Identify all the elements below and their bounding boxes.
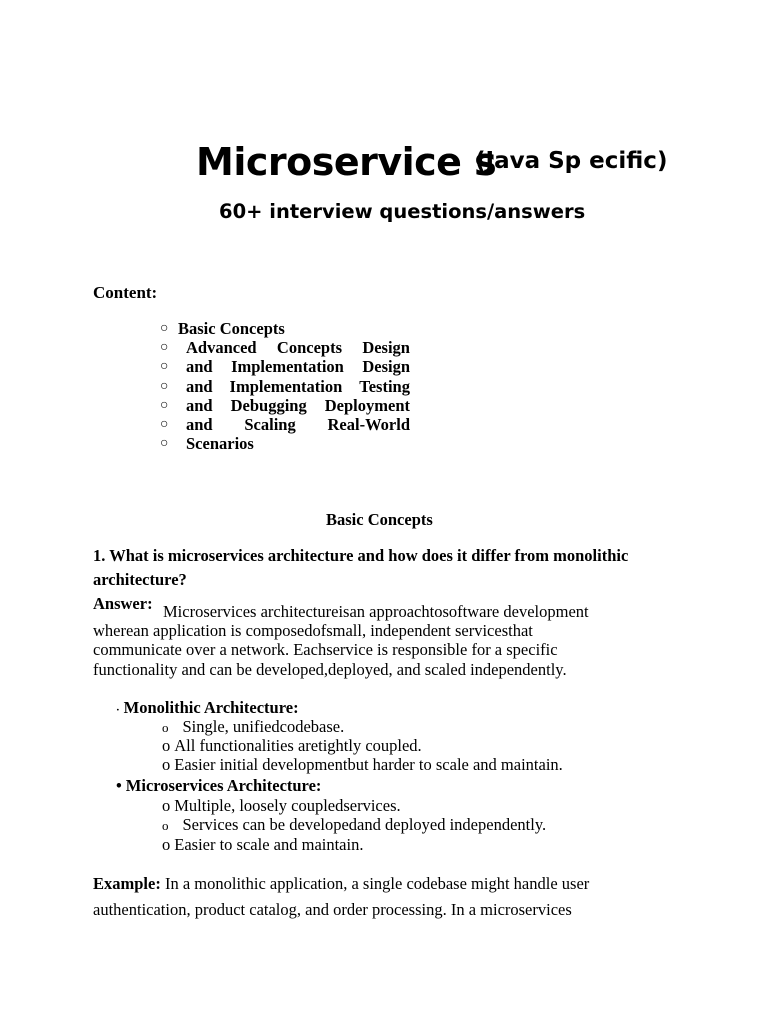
o-bullet-icon: o: [162, 755, 171, 774]
section-heading: Basic Concepts: [326, 510, 433, 529]
toc-item: [160, 415, 410, 434]
toc-item-text: Basic Concepts: [178, 318, 285, 338]
o-bullet-icon: o: [162, 796, 171, 815]
microservices-heading: • Microservices Architecture:: [116, 776, 322, 795]
example-label: Example:: [93, 874, 161, 893]
toc-word: Implementation: [231, 357, 344, 377]
toc-word: and: [186, 357, 213, 377]
list-item: o All functionalities aretightly coupled.: [162, 736, 422, 755]
toc-word: and: [186, 376, 213, 396]
toc-item-text: [186, 415, 410, 435]
circle-bullet-icon: ○: [160, 320, 169, 336]
list-item: o Easier to scale and maintain.: [162, 835, 364, 854]
circle-bullet-icon: ○: [160, 339, 169, 355]
circle-bullet-icon: ○: [160, 436, 169, 452]
answer-line: wherean application is composedofsmall, independent servicesthat: [93, 621, 533, 641]
toc-item-text: [186, 396, 410, 416]
toc-item-text: [186, 338, 410, 358]
toc-item: [160, 435, 410, 454]
answer-paragraph: [93, 602, 673, 679]
list-item: o Services can be developedand deployed independently.: [162, 815, 547, 834]
toc-word: Testing: [359, 376, 410, 396]
document-title: Microservice s: [196, 140, 497, 184]
toc-word: Scaling: [244, 415, 296, 435]
toc-item: [160, 396, 410, 415]
toc-item: [160, 377, 410, 396]
monolithic-heading: · Monolithic Architecture:: [116, 698, 299, 717]
answer-line: functionality and can be developed,deployed, and scaled independently.: [93, 659, 567, 679]
question-heading: 1. What is microservices architecture and how does it differ from monolithic architecture?: [93, 546, 629, 589]
circle-bullet-icon: ○: [160, 359, 169, 375]
toc-word: and: [186, 395, 213, 415]
toc-word: Debugging: [230, 395, 307, 415]
toc-item-text: [186, 377, 410, 397]
toc-item: [160, 338, 410, 357]
toc-word: Design: [362, 337, 410, 357]
answer-line: communicate over a network. Eachservice is responsible for a specific: [93, 640, 558, 660]
bullet-icon: ·: [116, 704, 120, 716]
list-item: o Easier initial developmentbut harder to scale and maintain.: [162, 755, 563, 774]
list-item: o Multiple, loosely coupledservices.: [162, 796, 401, 815]
toc-word: Advanced: [186, 337, 257, 357]
o-bullet-icon: o: [162, 835, 171, 854]
toc-item-text: Scenarios: [186, 434, 254, 454]
answer-line: Microservices architectureisan approachtosoftware development: [163, 602, 589, 621]
circle-bullet-icon: ○: [160, 397, 169, 413]
table-of-contents: [160, 319, 410, 454]
o-bullet-icon: o: [162, 736, 171, 755]
toc-word: Implementation: [229, 376, 343, 396]
bullet-icon: •: [116, 776, 122, 795]
toc-item-text: [186, 357, 410, 377]
circle-bullet-icon: ○: [160, 378, 169, 394]
circle-bullet-icon: ○: [160, 417, 169, 433]
answer-label: Answer:: [93, 594, 153, 613]
toc-item: [160, 358, 410, 377]
o-bullet-icon: o: [162, 720, 169, 735]
toc-word: Concepts: [276, 337, 342, 357]
document-title-qualifier: (Java Sp ecific): [475, 148, 668, 174]
example-paragraph: Example: In a monolithic application, a single codebase might handle user authentication, product catalog, and order processing. In a microservices: [93, 874, 590, 919]
toc-word: and: [186, 415, 213, 435]
list-item: o Single, unifiedcodebase.: [162, 717, 345, 736]
o-bullet-icon: o: [162, 818, 169, 833]
document-subtitle: 60+ interview questions/answers: [219, 200, 586, 223]
toc-word: Design: [362, 357, 410, 377]
content-label: Content:: [93, 283, 158, 302]
toc-word: Real-World: [327, 415, 410, 435]
toc-item: [160, 319, 410, 338]
toc-word: Deployment: [324, 395, 410, 415]
